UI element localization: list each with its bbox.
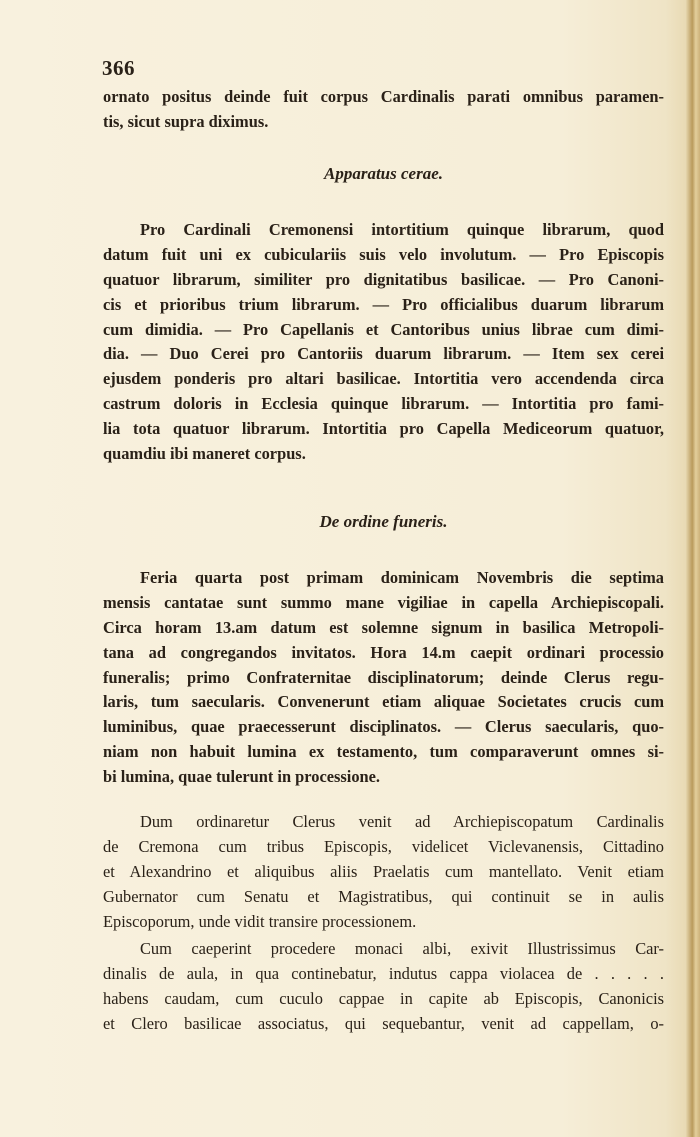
text-line: et Clero basilicae associatus, qui sequebantur, venit ad cappellam, o-	[103, 1013, 664, 1033]
text-line: et Alexandrino et aliquibus aliis Praelatis cum mantellato. Venit etiam	[103, 861, 664, 881]
text-line: cis et prioribus trium librarum. — Pro officialibus duarum librarum	[103, 294, 664, 314]
text-line: tis, sicut supra diximus.	[103, 111, 269, 131]
text-line: castrum doloris in Ecclesia quinque librarum. — Intortitia pro fami-	[103, 394, 664, 414]
text-line: datum fuit uni ex cubiculariis suis velo involutum. — Pro Episcopis	[103, 244, 664, 264]
text-line: ejusdem ponderis pro altari basilicae. Intortitia vero accendenda circa	[103, 369, 664, 389]
section-heading-apparatus: Apparatus cerae.	[324, 164, 443, 183]
text-line: dia. — Duo Cerei pro Cantoriis duarum librarum. — Item sex cerei	[103, 344, 664, 364]
section1-paragraph	[103, 218, 664, 467]
text-line: Circa horam 13.am datum est solemne signum in basilica Metropoli-	[103, 617, 664, 637]
section2-paragraph-3	[103, 937, 664, 1037]
text-line: quamdiu ibi maneret corpus.	[103, 444, 306, 464]
page-number: 366	[102, 56, 135, 80]
text-line: niam non habuit lumina ex testamento, tum comparaverunt omnes si-	[103, 742, 664, 762]
text-line: funeralis; primo Confraternitae disciplinatorum; deinde Clerus regu-	[103, 667, 664, 687]
text-line: cum dimidia. — Pro Capellanis et Cantoribus unius librae cum dimi-	[103, 319, 664, 339]
text-line: dinalis de aula, in qua continebatur, indutus cappa violacea de . . . . .	[103, 963, 664, 983]
section2-paragraph-1	[103, 566, 664, 790]
page-edge	[686, 0, 700, 1137]
text-line: bi lumina, quae tulerunt in processione.	[103, 767, 381, 787]
section-heading-funeris: De ordine funeris.	[319, 512, 448, 531]
text-line: mensis cantatae sunt summo mane vigiliae in capella Archiepiscopali.	[103, 592, 664, 612]
text-line: Dum ordinaretur Clerus venit ad Archiepiscopatum Cardinalis	[140, 812, 664, 831]
text-line: laris, tum saecularis. Convenerunt etiam aliquae Societates crucis cum	[103, 692, 664, 712]
text-line: Pro Cardinali Cremonensi intortitium quinque librarum, quod	[140, 220, 664, 239]
text-line: quatuor librarum, similiter pro dignitatibus basilicae. — Pro Canoni-	[103, 269, 664, 289]
text-line: Feria quarta post primam dominicam Novembris die septima	[140, 568, 664, 587]
intro-text	[103, 85, 664, 135]
section2-paragraph-2	[103, 810, 664, 934]
text-line: tana ad congregandos invitatos. Hora 14.m caepit ordinari processio	[103, 642, 664, 662]
text-line: Cum caeperint procedere monaci albi, exivit Illustrissimus Car-	[140, 939, 664, 958]
text-line: lia tota quatuor librarum. Intortitia pro Capella Mediceorum quatuor,	[103, 419, 664, 439]
text-line: habens caudam, cum cuculo cappae in capite ab Episcopis, Canonicis	[103, 988, 664, 1008]
text-line: ornato positus deinde fuit corpus Cardinalis parati omnibus paramen-	[103, 87, 664, 106]
text-line: luminibus, quae praecesserunt disciplinatos. — Clerus saecularis, quo-	[103, 717, 664, 737]
text-line: Gubernator cum Senatu et Magistratibus, qui continuit se in aulis	[103, 886, 664, 906]
text-line: Episcoporum, unde vidit transire processionem.	[103, 911, 417, 931]
text-line: de Cremona cum tribus Episcopis, videlicet Viclevanensis, Cittadino	[103, 836, 664, 856]
